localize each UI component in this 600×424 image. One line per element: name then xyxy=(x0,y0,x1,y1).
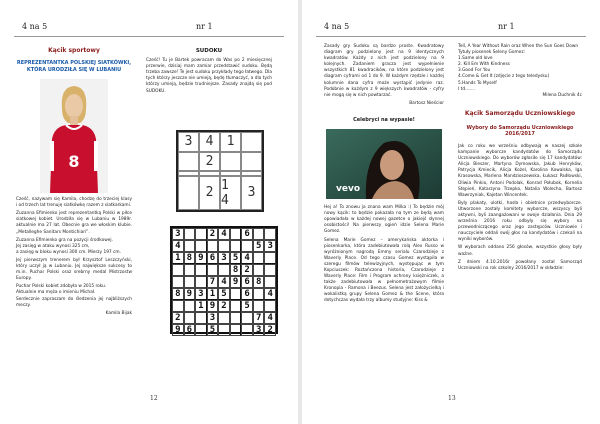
sudoku-cell xyxy=(241,132,262,152)
header-rule xyxy=(316,36,586,37)
sudoku-cell xyxy=(178,152,199,172)
sudoku-cell xyxy=(253,300,265,312)
sudoku-cell xyxy=(172,264,184,276)
celebrity-photo xyxy=(326,129,442,199)
paragraph: Były plakaty, ulotki, hasła i obietnice przedwyborcze. Utworzone zostały komitety wyborcze, wszyscy byli aktywni, byli zaangażowani w swoje działania. Dnia 29 września 2016 roku odbyły się wybory na przewodniczącego oraz jego zastępców. Uczniowie i nauczyciele oddali swój głos na kandydatów i czekali na wyniki wyborów. xyxy=(458,200,582,243)
song-list-line: 4.Come & Get It (zdjęcie z tego teledysku) xyxy=(458,74,550,80)
sudoku-cell: 1 xyxy=(172,252,184,264)
sudoku-cell xyxy=(264,252,276,264)
sudoku-cell: 4 xyxy=(218,276,230,288)
sudoku-intro: Cześć! Tu je Bartek powracam do Was po 2 miesięcznej przerwie, dzisiaj mam zamiar przedstawić sudoku. Będą trzeba zawsze! Te jest sudoku przykłady tego łatwego. Dla tych którzy jeszcze nie umieją, będę tłumaczyć, a dla tych którzy umieją, będzie trudniejsze. Zasady znajdą się pod SUDOKU. xyxy=(146,58,272,94)
sudoku-cell: 3 xyxy=(172,228,184,240)
sudoku-cell: 2 xyxy=(264,324,276,336)
sudoku-cell xyxy=(218,312,230,324)
paragraph: Jej zasięg w ataku wynosi 325 cm, xyxy=(16,243,90,249)
article-subtitle: REPREZENTANTKA POLSKIEJ SIATKÓWKI, KTÓRA URODZIŁA SIĘ W LUBANIU xyxy=(16,60,132,73)
council-subtitle: Wybory do Samorządu Uczniowskiego 2016/2017 xyxy=(466,124,574,138)
header-right: nr 1 xyxy=(196,22,213,31)
sudoku-cell: 2 xyxy=(207,228,219,240)
sudoku-cell: 6 xyxy=(241,288,253,300)
sudoku-cell: 2 xyxy=(241,264,253,276)
sudoku-cell: 5 xyxy=(230,252,242,264)
sudoku-cell: 2 xyxy=(199,176,220,211)
sudoku-cell: 4 xyxy=(264,312,276,324)
sudoku-cell: 9 xyxy=(172,324,184,336)
sudoku-cell: 3 xyxy=(218,252,230,264)
sudoku-cell: 1 xyxy=(207,288,219,300)
sudoku-cell xyxy=(230,312,242,324)
sudoku-cell xyxy=(230,240,242,252)
sudoku-cell xyxy=(230,228,242,240)
page-number: 13 xyxy=(448,395,456,402)
sudoku-cell xyxy=(253,228,265,240)
sudoku-cell xyxy=(184,300,196,312)
sudoku-cell xyxy=(264,228,276,240)
sudoku-cell xyxy=(184,240,196,252)
sudoku-cell: 2 xyxy=(172,312,184,324)
sudoku-cell: 3 xyxy=(241,176,262,211)
celebrity-title: Celebryci na wypasie! xyxy=(353,116,415,123)
sudoku-cell: 9 xyxy=(230,276,242,288)
sudoku-cell: 3 xyxy=(253,324,265,336)
sudoku-cell xyxy=(207,264,219,276)
sudoku-cell: 4 xyxy=(264,288,276,300)
sudoku-title: SUDOKU xyxy=(195,48,223,54)
sudoku-cell: 7 xyxy=(253,312,265,324)
sudoku-cell xyxy=(195,324,207,336)
sudoku-cell: 2 xyxy=(199,152,220,172)
sudoku-cell: 6 xyxy=(184,324,196,336)
sudoku-cell: 1 xyxy=(220,132,241,152)
page-number: 12 xyxy=(150,395,158,402)
celebrity-column xyxy=(324,44,444,307)
sudoku-cell: 8 xyxy=(172,288,184,300)
sudoku-cell: 9 xyxy=(195,252,207,264)
song-list-line: 5.Hands To Myself xyxy=(458,80,497,86)
sudoku-cell: 4 xyxy=(199,132,220,152)
vevo-caption: vevo xyxy=(336,184,361,195)
sport-column xyxy=(16,44,132,317)
song-list-line: Tytuły piosenek Seleny Gomez: xyxy=(458,50,526,56)
paragraph: Jak co roku we wrześniu odbywają w naszej szkole kampanie wyborcze kandydatów do Samorządu Uczniowskiego. Do wyborów zgłosiło się 17 kandydatów: Alicja Bieszer, Martyna Dymowska, Jakub Henryków, Patrycja Kmiecik, Alicja Kożel, Karolina Kowalska, Iga Krasowska, Marlena Mandzioszewska, Łukasz Padłowski, Oliwia Pinkio, Antoni Podolak, Konrad Połubok, Kornelia Stępień, Katarzyna Trzepko, Natalia Wolecha, Bartosz Wawrzyniak, Kajetan Wincentek. xyxy=(458,143,582,198)
svg-text:8: 8 xyxy=(68,152,80,172)
song-list-line: I td.…… xyxy=(458,86,476,92)
sudoku-cell: 9 xyxy=(207,300,219,312)
sudoku-cell: 5 xyxy=(253,240,265,252)
paragraph: Z dniem 4.10.2016r powołany został Samorząd Uczniowski na rok szkolny 2016/2017 w składzie: xyxy=(458,259,582,271)
header-left: 4 na 5 xyxy=(22,22,48,31)
sudoku-cell xyxy=(241,312,253,324)
sudoku-cell xyxy=(253,288,265,300)
sudoku-cell xyxy=(241,240,253,252)
sudoku-cell: 3 xyxy=(264,240,276,252)
sudoku-cell: 8 xyxy=(253,276,265,288)
sudoku-cell: 6 xyxy=(207,252,219,264)
sudoku-column xyxy=(146,44,272,95)
sudoku-cell xyxy=(218,324,230,336)
paragraph: W wyborach oddano 256 głosów, wszystkie głosy były ważne. xyxy=(458,245,582,257)
sudoku-cell xyxy=(253,264,265,276)
sudoku-cell xyxy=(184,228,196,240)
paragraph: Cześć, nazywam się Kamila, chodzę do trzeciej klasy i od trzech lat trenuję siatkówkę razem z siatkarkami. xyxy=(16,197,132,209)
list-author: Milena Duchnik 4c xyxy=(542,92,582,98)
sudoku-cell: 4 xyxy=(241,252,253,264)
sudoku-cell xyxy=(230,324,242,336)
sudoku-cell xyxy=(230,288,242,300)
sudoku-cell: 2 xyxy=(218,300,230,312)
paragraph: a zasięg w bloku wynosi 300 cm. Mierzy 197 cm. xyxy=(16,249,121,255)
sudoku-cell xyxy=(218,240,230,252)
sudoku-cell: 5 xyxy=(218,288,230,300)
song-list-line: 3.Good For You xyxy=(458,68,491,74)
rules-author: Bartosz Nieścior xyxy=(409,100,444,106)
sudoku-cell xyxy=(264,264,276,276)
sudoku-cell xyxy=(220,152,241,172)
sudoku-cell xyxy=(172,276,184,288)
sudoku-cell xyxy=(184,276,196,288)
header-left: 4 na 5 xyxy=(324,22,350,31)
right-page xyxy=(302,0,600,424)
paragraph: Puchar Polski kobiet zdobyła w 2015 roku. xyxy=(16,284,107,290)
large-sudoku-grid xyxy=(170,226,278,334)
paragraph: Hej a! To znowu ja znana wam Milka :) To będzie mój nowy kącik: to będzie pokazała na tym ze będą wam opowiadała w każdej nowej gazetce o jakiejś słynnej osobistości! Na pierwszy ogień idzie Selena Marie Gomez. xyxy=(324,205,444,235)
sudoku-cell xyxy=(184,264,196,276)
paragraph: Aktualnie ma męża o imieniu Michał. xyxy=(16,290,96,296)
header-right: nr 1 xyxy=(498,22,515,31)
sudoku-cell: 4 xyxy=(218,228,230,240)
sudoku-cell: 5 xyxy=(207,324,219,336)
sudoku-cell xyxy=(195,276,207,288)
sudoku-cell: 3 xyxy=(207,312,219,324)
sudoku-cell xyxy=(241,324,253,336)
author: Kamila Bijak xyxy=(105,310,132,316)
sudoku-cell xyxy=(195,240,207,252)
sudoku-cell: 5 xyxy=(241,300,253,312)
sudoku-cell: 7 xyxy=(207,276,219,288)
sudoku-cell: 8 xyxy=(184,252,196,264)
header-rule xyxy=(14,36,284,37)
song-list-line: 2. Kill Em With Kindness xyxy=(458,62,510,68)
sudoku-cell xyxy=(207,240,219,252)
sudoku-cell: 3 xyxy=(195,288,207,300)
sudoku-cell: 3 xyxy=(178,132,199,152)
sudoku-cell: 1 xyxy=(195,300,207,312)
small-sudoku-grid xyxy=(176,130,264,212)
paragraph: Jej pierwszym trenerem był Krzysztof Leszczyński, który uczył ją w Lubaniu. Jej największe sukcesy to m.in. Puchar Polski oraz srebrny medal Mistrzostw Europy. xyxy=(16,257,132,282)
sudoku-cell xyxy=(230,300,242,312)
council-section-title: Kącik Samorządu Uczniowskiego xyxy=(464,109,576,117)
sudoku-cell xyxy=(178,176,199,211)
athlete-photo xyxy=(40,79,108,193)
paragraph: Zuzanna Efimienko jest reprezentantką Polski w piłce siatkowej kobiet. Urodziła się w Lubaniu w 1989r. aktualnie ma 27 lat. Obecnie gra we włoskim klubie. „Metalleghe Sanitars Montichiari”. xyxy=(16,211,132,235)
sudoku-cell xyxy=(195,312,207,324)
sudoku-cell xyxy=(264,276,276,288)
sudoku-cell xyxy=(264,300,276,312)
sudoku-cell: 8 xyxy=(230,264,242,276)
sudoku-cell: 1 4 xyxy=(220,176,241,211)
paragraph: Serdecznie zapraszam do śledzenia jej najbliższych meczy. xyxy=(16,296,132,308)
sudoku-cell: 4 xyxy=(172,240,184,252)
sudoku-cell xyxy=(195,264,207,276)
council-column xyxy=(458,44,582,274)
sudoku-cell xyxy=(253,252,265,264)
sudoku-cell: 6 xyxy=(241,276,253,288)
paragraph: Selena Marie Gomez – amerykańska aktorka i piosenkarka, która zadebiutowała rolą Alex Russo w wyróżnionym nagrodą Emmy serialu Czarodzieje z Waverly Place. Od tego czasu Gomez wystąpiła w szeregu filmów telewizyjnych, występując w tym Kopciuszek: Roztańczona historia, Czarodzieje z Waverly Place: Film i Program ochrony księżniczek, a także zadebiutowała w pełnometrażowym filmie Kronopia - Ramona i Beezus. Selena jest założycielką i wokalistką grupy Selena Gomez & the Scene, która dotychczas wydała trzy albumy studyjne: Kiss & xyxy=(324,237,444,304)
song-list-line: 1.Same old love xyxy=(458,56,493,62)
sudoku-rules: Zasady gry Sudoku są bardzo proste. Kwadratowy diagram gry podzielony jest na 9 identycznych kwadratów. Każdy z nich jest podzielony na 9 kolejnych. Zadaniem gracza jest wypełnienie wszystkich 81 kwadracików, na które podzielony jest diagram cyframi od 1 do 9. W każdym rzędzie i każdej kolumnie dana cyfra może wystąpić jedynie raz. Podobnie w każdym z 9 większych kwadratów - cyfry nie mogą się w nich powtarzać. xyxy=(324,44,444,98)
song-list-line: Tell, A Year Without Rain oraz When the Sun Goes Down xyxy=(458,44,579,49)
sudoku-cell xyxy=(184,312,196,324)
paragraph: Zuzanna Efimienko gra na pozycji środkowej. xyxy=(16,237,113,243)
sudoku-cell xyxy=(241,152,262,172)
sudoku-cell xyxy=(172,300,184,312)
sudoku-cell: 6 xyxy=(241,228,253,240)
sudoku-cell xyxy=(218,264,230,276)
section-title: Kącik sportowy xyxy=(48,47,100,54)
sudoku-cell: 9 xyxy=(184,288,196,300)
left-page xyxy=(0,0,298,424)
sudoku-cell xyxy=(195,228,207,240)
